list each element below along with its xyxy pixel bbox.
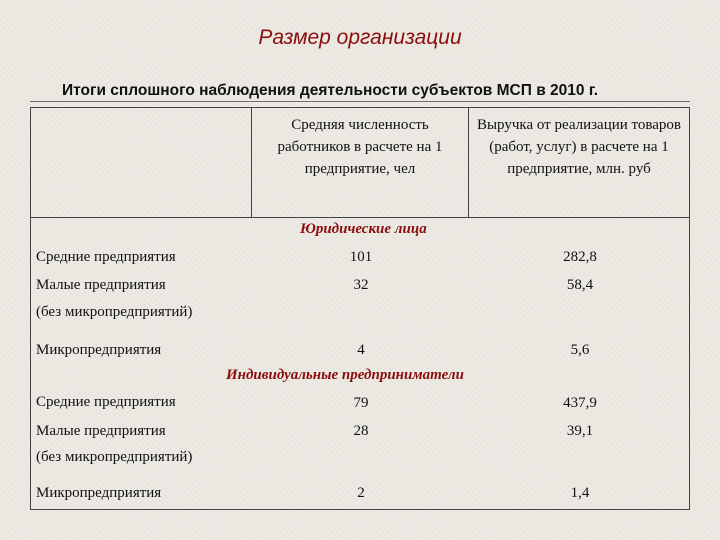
header-divider-left — [251, 107, 252, 217]
row-value-revenue: 5,6 — [570, 342, 590, 358]
header-bottom-rule — [30, 217, 690, 218]
header-col-revenue: Выручка от реализации товаров (работ, услуг) в расчете на 1 предприятие, млн. руб — [476, 117, 682, 177]
row-value-employees: 28 — [353, 423, 369, 439]
section-title-entrepreneurs: Индивидуальные предприниматели — [226, 367, 464, 383]
row-value-revenue: 282,8 — [563, 249, 597, 265]
table-subtitle: Итоги сплошного наблюдения деятельности субъектов МСП в 2010 г. — [62, 82, 599, 99]
row-value-revenue: 58,4 — [566, 277, 594, 293]
row-value-employees: 101 — [349, 249, 373, 265]
row-value-employees: 2 — [357, 485, 365, 501]
row-value-revenue: 39,1 — [566, 423, 594, 439]
slide-title: Размер организации — [258, 26, 462, 49]
row-value-revenue: 1,4 — [570, 485, 590, 501]
row-value-revenue: 437,9 — [563, 395, 597, 411]
row-label: Малые предприятия — [36, 423, 166, 439]
row-label: Микропредприятия — [36, 342, 162, 358]
top-rule — [30, 101, 690, 102]
row-value-employees: 4 — [357, 342, 365, 358]
row-value-employees: 79 — [353, 395, 369, 411]
row-value-employees: 32 — [353, 277, 369, 293]
row-label: Средние предприятия — [36, 394, 176, 410]
header-col-employees: Средняя численность работников в расчете на 1 предприятие, чел — [277, 117, 443, 177]
section-title-legal-entities: Юридические лица — [300, 221, 427, 237]
row-label: Микропредприятия — [36, 485, 162, 501]
header-divider-right — [468, 107, 469, 217]
row-label-sub: (без микропредприятий) — [36, 449, 193, 465]
row-label-sub: (без микропредприятий) — [36, 304, 193, 320]
row-label: Малые предприятия — [36, 277, 166, 293]
row-label: Средние предприятия — [36, 249, 176, 265]
